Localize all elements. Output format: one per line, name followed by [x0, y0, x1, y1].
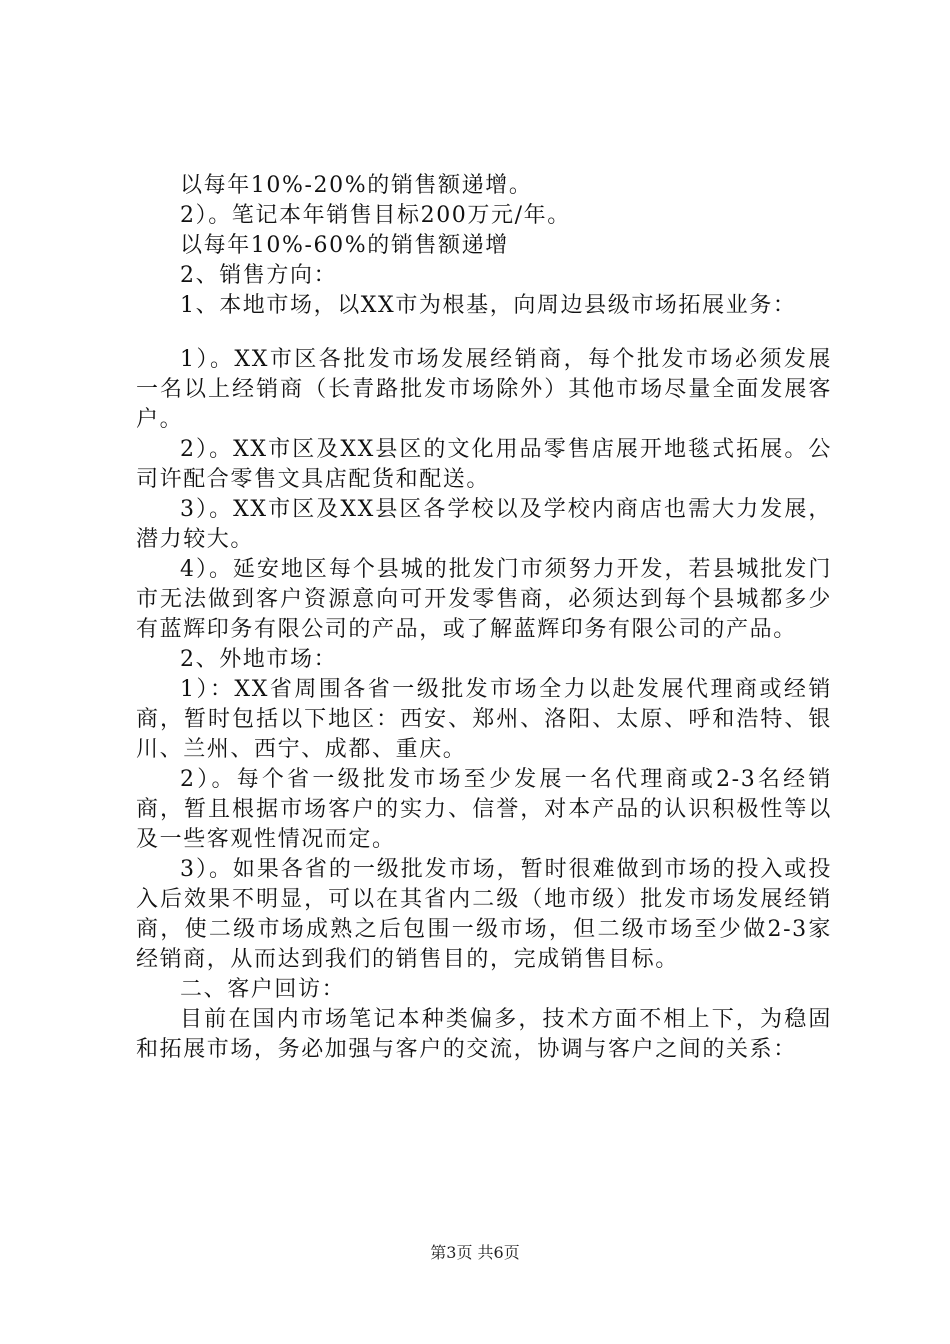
paragraph: 1）：XX省周围各省一级批发市场全力以赴发展代理商或经销商，暂时包括以下地区：西安、郑州、洛阳、太原、呼和浩特、银川、兰州、西宁、成都、重庆。: [136, 677, 832, 762]
paragraph: 1、本地市场，以XX市为根基，向周边县级市场拓展业务：: [180, 293, 797, 318]
blank-line: [136, 321, 832, 345]
paragraph: 2、销售方向：: [180, 263, 338, 288]
paragraph: 1）。XX市区各批发市场发展经销商，每个批发市场必须发展一名以上经销商（长青路批发市场除外）其他市场尽量全面发展客户。: [136, 347, 832, 432]
document-body: [136, 171, 832, 1065]
paragraph: 以每年10%-20%的销售额递增。: [180, 173, 533, 198]
paragraph: 4）。延安地区每个县城的批发门市须努力开发，若县城批发门市无法做到客户资源意向可开发零售商，必须达到每个县城都多少有蓝辉印务有限公司的产品，或了解蓝辉印务有限公司的产品。: [136, 557, 832, 642]
paragraph: 3）。XX市区及XX县区各学校以及学校内商店也需大力发展，潜力较大。: [136, 497, 832, 552]
page-footer: [0, 1242, 950, 1264]
paragraph: 2）。笔记本年销售目标200万元/年。: [180, 203, 571, 228]
paragraph: 二、客户回访：: [180, 977, 346, 1002]
paragraph: 2）。每个省一级批发市场至少发展一名代理商或2-3名经销商，暂且根据市场客户的实力、信誉，对本产品的认识积极性等以及一些客观性情况而定。: [136, 767, 832, 852]
paragraph: 目前在国内市场笔记本种类偏多，技术方面不相上下，为稳固和拓展市场，务必加强与客户的交流，协调与客户之间的关系：: [136, 1007, 832, 1062]
paragraph: 以每年10%-60%的销售额递增: [180, 233, 509, 258]
paragraph: 2）。XX市区及XX县区的文化用品零售店展开地毯式拓展。公司许配合零售文具店配货和配送。: [136, 437, 832, 492]
page-number-label: 第3页 共6页: [430, 1243, 520, 1262]
paragraph: 3）。如果各省的一级批发市场，暂时很难做到市场的投入或投入后效果不明显，可以在其省内二级（地市级）批发市场发展经销商，使二级市场成熟之后包围一级市场，但二级市场至少做2-3家经销商，从而达到我们的销售目的，完成销售目标。: [136, 857, 832, 972]
paragraph: 2、外地市场：: [180, 647, 338, 672]
